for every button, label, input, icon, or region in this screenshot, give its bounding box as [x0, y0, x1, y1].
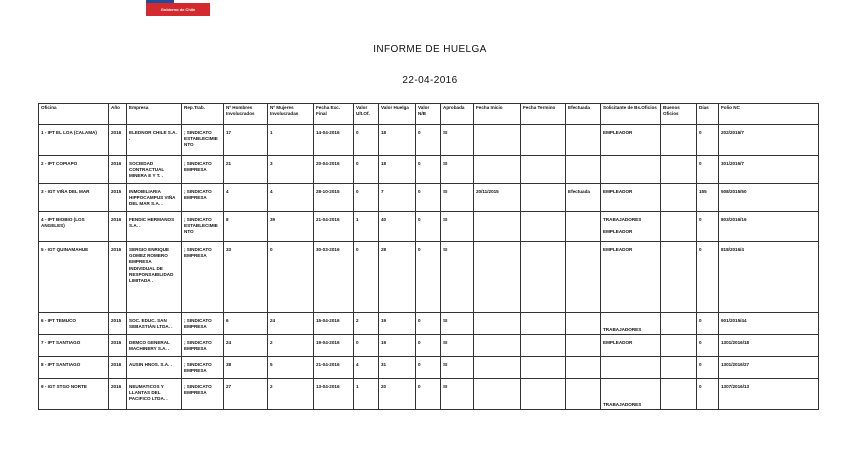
col-header: Valor N/B: [416, 104, 441, 125]
cell-solicitante: [601, 313, 661, 335]
cell-dias: 0: [697, 125, 719, 156]
cell-termino: [521, 357, 566, 379]
col-header: Año: [109, 104, 127, 125]
cell-nb: 0: [416, 212, 441, 242]
cell-anio: 2016: [109, 212, 127, 242]
col-header: Rep.Trab.: [182, 104, 224, 125]
col-header: Valor Ult.Of.: [354, 104, 379, 125]
cell-efectuada: [566, 212, 601, 242]
cell-inicio: [474, 335, 521, 357]
cell-dias: 0: [697, 335, 719, 357]
table-row: [39, 125, 819, 156]
cell-oficina: 3 - IGT VIÑA DEL MAR: [39, 184, 109, 212]
cell-inicio: [474, 156, 521, 184]
table-row: [39, 212, 819, 242]
cell-solicitante: [601, 379, 661, 410]
cell-aprobada: SI: [441, 379, 474, 410]
cell-huelga: 20: [379, 379, 416, 410]
cell-solicitante: [601, 212, 661, 242]
cell-dias: 0: [697, 156, 719, 184]
cell-ult-of: 0: [354, 184, 379, 212]
cell-mujeres: 4: [268, 184, 314, 212]
col-header: Nº Hombres Involucrados: [224, 104, 268, 125]
cell-huelga: 19: [379, 313, 416, 335]
solicitante-value: EMPLEADOR: [603, 189, 633, 194]
solicitante-value: EMPLEADOR: [603, 130, 633, 135]
col-header: Efectuada: [566, 104, 601, 125]
table-row: [39, 313, 819, 335]
cell-rep: ; SINDICATO EMPRESA: [182, 242, 224, 313]
cell-folio: 301/2016/7: [719, 156, 819, 184]
cell-nb: 0: [416, 379, 441, 410]
cell-rep: ; SINDICATO ESTABLECIMIENTO: [182, 212, 224, 242]
cell-nb: 0: [416, 335, 441, 357]
col-header: Fecha Termino: [521, 104, 566, 125]
cell-oficina: 2 - IPT COPIAPO: [39, 156, 109, 184]
cell-buenos: [661, 335, 697, 357]
col-header: Buenos Oficios: [661, 104, 697, 125]
cell-termino: [521, 184, 566, 212]
cell-solicitante: [601, 156, 661, 184]
cell-anio: 2015: [109, 313, 127, 335]
col-header: Fecha Exc. Final: [314, 104, 354, 125]
cell-hombres: 33: [224, 242, 268, 313]
logo-label: Gobierno de Chile: [146, 3, 210, 16]
cell-hombres: 17: [224, 125, 268, 156]
cell-empresa: SOC. EDUC. SAN SEBASTIÁN LTDA. .: [127, 313, 182, 335]
report-title: INFORME DE HUELGA: [373, 44, 487, 55]
cell-empresa: AUSIN HNOS. S.A. .: [127, 357, 182, 379]
cell-hombres: 4: [224, 184, 268, 212]
cell-anio: 2016: [109, 125, 127, 156]
cell-rep: ; SINDICATO EMPRESA: [182, 313, 224, 335]
cell-nb: 0: [416, 313, 441, 335]
cell-hombres: 38: [224, 357, 268, 379]
cell-aprobada: SI: [441, 335, 474, 357]
cell-fecha-exc: 21-04-2016: [314, 357, 354, 379]
cell-solicitante: [601, 184, 661, 212]
cell-ult-of: 2: [354, 313, 379, 335]
cell-mujeres: 2: [268, 335, 314, 357]
cell-fecha-exc: 19-04-2016: [314, 335, 354, 357]
cell-huelga: 18: [379, 125, 416, 156]
cell-rep: ; SINDICATO EMPRESA: [182, 335, 224, 357]
cell-buenos: [661, 125, 697, 156]
cell-mujeres: 3: [268, 156, 314, 184]
cell-solicitante: [601, 335, 661, 357]
cell-oficina: 8 - IPT SANTIAGO: [39, 357, 109, 379]
col-header: Folio NC: [719, 104, 819, 125]
cell-rep: ; SINDICATO EMPRESA: [182, 156, 224, 184]
cell-anio: 2016: [109, 156, 127, 184]
cell-hombres: 6: [224, 313, 268, 335]
cell-nb: 0: [416, 156, 441, 184]
cell-aprobada: SI: [441, 125, 474, 156]
cell-dias: 0: [697, 379, 719, 410]
cell-efectuada: [566, 357, 601, 379]
cell-mujeres: 24: [268, 313, 314, 335]
cell-rep: ; SINDICATO EMPRESA: [182, 379, 224, 410]
cell-aprobada: SI: [441, 357, 474, 379]
cell-anio: 2016: [109, 242, 127, 313]
cell-solicitante: [601, 125, 661, 156]
table-row: [39, 335, 819, 357]
cell-solicitante: [601, 357, 661, 379]
cell-dias: 0: [697, 313, 719, 335]
cell-empresa: ELEDNOR CHILE S.A. .: [127, 125, 182, 156]
table-row: [39, 156, 819, 184]
cell-folio: 508/2015/50: [719, 184, 819, 212]
cell-huelga: 19: [379, 335, 416, 357]
cell-folio: 1301/2016/27: [719, 357, 819, 379]
cell-hombres: 8: [224, 212, 268, 242]
cell-empresa: FENDIC HERMANOS S.A. .: [127, 212, 182, 242]
cell-fecha-exc: 21-04-2016: [314, 212, 354, 242]
cell-mujeres: 1: [268, 125, 314, 156]
table-row: [39, 357, 819, 379]
cell-buenos: [661, 184, 697, 212]
cell-buenos: [661, 212, 697, 242]
col-header: Empresa: [127, 104, 182, 125]
table-row: [39, 242, 819, 313]
cell-aprobada: SI: [441, 184, 474, 212]
cell-buenos: [661, 379, 697, 410]
cell-buenos: [661, 357, 697, 379]
report-date: 22-04-2016: [402, 75, 458, 86]
solicitante-value: TRABAJADORES: [603, 326, 642, 332]
cell-termino: [521, 313, 566, 335]
strike-report-table: [38, 103, 819, 410]
cell-oficina: 5 - IGT QUINAMAHUE: [39, 242, 109, 313]
cell-nb: 0: [416, 242, 441, 313]
cell-fecha-exc: 15-04-2016: [314, 313, 354, 335]
col-header: Valor Huelga: [379, 104, 416, 125]
cell-folio: 202/2016/7: [719, 125, 819, 156]
cell-mujeres: 0: [268, 242, 314, 313]
cell-inicio: [474, 357, 521, 379]
cell-rep: ; SINDICATO ESTABLECIMIENTO: [182, 125, 224, 156]
cell-mujeres: 39: [268, 212, 314, 242]
cell-dias: 0: [697, 212, 719, 242]
gobierno-logo: [146, 0, 210, 16]
cell-aprobada: SI: [441, 212, 474, 242]
col-header: Solicitante de Bs.Oficios: [601, 104, 661, 125]
cell-huelga: 7: [379, 184, 416, 212]
cell-ult-of: 1: [354, 379, 379, 410]
cell-aprobada: SI: [441, 313, 474, 335]
cell-efectuada: [566, 156, 601, 184]
cell-folio: 901/2015/44: [719, 313, 819, 335]
cell-empresa: INMOBILIARIA HIPPOCAMPUS VIÑA DEL MAR S.A. .: [127, 184, 182, 212]
cell-inicio: 20/11/2015: [474, 184, 521, 212]
col-header: Fecha Inicio: [474, 104, 521, 125]
cell-folio: 818/2016/4: [719, 242, 819, 313]
cell-fecha-exc: 14-04-2016: [314, 125, 354, 156]
table-row: [39, 379, 819, 410]
cell-inicio: [474, 379, 521, 410]
cell-efectuada: [566, 335, 601, 357]
cell-solicitante: [601, 242, 661, 313]
col-header: Días: [697, 104, 719, 125]
cell-anio: 2015: [109, 184, 127, 212]
cell-oficina: 9 - IGT STGO NORTE: [39, 379, 109, 410]
cell-mujeres: 2: [268, 379, 314, 410]
cell-efectuada: [566, 379, 601, 410]
cell-efectuada: [566, 242, 601, 313]
cell-huelga: 31: [379, 357, 416, 379]
cell-inicio: [474, 212, 521, 242]
cell-termino: [521, 379, 566, 410]
solicitante-value: TRABAJADORES: [603, 401, 642, 407]
cell-dias: 0: [697, 357, 719, 379]
cell-dias: 0: [697, 242, 719, 313]
cell-termino: [521, 156, 566, 184]
cell-nb: 0: [416, 125, 441, 156]
cell-buenos: [661, 156, 697, 184]
cell-hombres: 21: [224, 156, 268, 184]
cell-ult-of: 0: [354, 242, 379, 313]
cell-dias: 155: [697, 184, 719, 212]
cell-oficina: 1 - IPT EL LOA (CALAMA): [39, 125, 109, 156]
solicitante-value: EMPLEADOR: [603, 247, 633, 252]
cell-termino: [521, 212, 566, 242]
cell-fecha-exc: 30-03-2016: [314, 242, 354, 313]
cell-aprobada: SI: [441, 156, 474, 184]
cell-oficina: 7 - IPT SANTIAGO: [39, 335, 109, 357]
cell-buenos: [661, 242, 697, 313]
table-row: [39, 184, 819, 212]
cell-buenos: [661, 313, 697, 335]
cell-huelga: 40: [379, 212, 416, 242]
solicitante-second-value: EMPLEADOR: [603, 229, 633, 235]
cell-aprobada: SI: [441, 242, 474, 313]
cell-termino: [521, 125, 566, 156]
cell-anio: 2016: [109, 357, 127, 379]
cell-folio: 1301/2016/18: [719, 335, 819, 357]
cell-nb: 0: [416, 184, 441, 212]
cell-inicio: [474, 313, 521, 335]
cell-efectuada: Efectuada: [566, 184, 601, 212]
cell-fecha-exc: 28-10-2015: [314, 184, 354, 212]
cell-folio: 1307/2016/13: [719, 379, 819, 410]
cell-ult-of: 0: [354, 335, 379, 357]
col-header: Aprobada: [441, 104, 474, 125]
cell-nb: 0: [416, 357, 441, 379]
cell-hombres: 27: [224, 379, 268, 410]
solicitante-value: TRABAJADORES: [603, 217, 642, 222]
cell-folio: 803/2016/16: [719, 212, 819, 242]
col-header: Nº Mujeres Involucradas: [268, 104, 314, 125]
cell-mujeres: 5: [268, 357, 314, 379]
table-header-row: [39, 104, 819, 125]
cell-inicio: [474, 125, 521, 156]
cell-ult-of: 0: [354, 156, 379, 184]
cell-termino: [521, 242, 566, 313]
cell-anio: 2016: [109, 379, 127, 410]
cell-inicio: [474, 242, 521, 313]
cell-efectuada: [566, 313, 601, 335]
col-header: Oficina: [39, 104, 109, 125]
cell-oficina: 6 - IPT TEMUCO: [39, 313, 109, 335]
cell-empresa: SOCIEDAD CONTRACTUAL MINERA E Y T. .: [127, 156, 182, 184]
cell-rep: ; SINDICATO EMPRESA: [182, 357, 224, 379]
cell-hombres: 24: [224, 335, 268, 357]
cell-ult-of: 0: [354, 125, 379, 156]
cell-huelga: 18: [379, 156, 416, 184]
solicitante-value: EMPLEADOR: [603, 340, 633, 345]
cell-fecha-exc: 13-04-2016: [314, 379, 354, 410]
cell-huelga: 28: [379, 242, 416, 313]
cell-empresa: NEUMATICOS Y LLANTAS DEL PACIFICO LTDA. .: [127, 379, 182, 410]
cell-fecha-exc: 20-04-2016: [314, 156, 354, 184]
cell-anio: 2016: [109, 335, 127, 357]
cell-empresa: SERGIO ENRIQUE GOMEZ ROMERO EMPRESA INDIVIDUAL DE RESPONSABILIDAD LIMITADA .: [127, 242, 182, 313]
cell-efectuada: [566, 125, 601, 156]
cell-ult-of: 1: [354, 212, 379, 242]
cell-empresa: DEMCO GENERAL MACHINERY S.A. .: [127, 335, 182, 357]
cell-oficina: 4 - IPT BIOBIO (LOS ANGELES): [39, 212, 109, 242]
cell-termino: [521, 335, 566, 357]
cell-rep: ; SINDICATO EMPRESA: [182, 184, 224, 212]
cell-ult-of: 4: [354, 357, 379, 379]
